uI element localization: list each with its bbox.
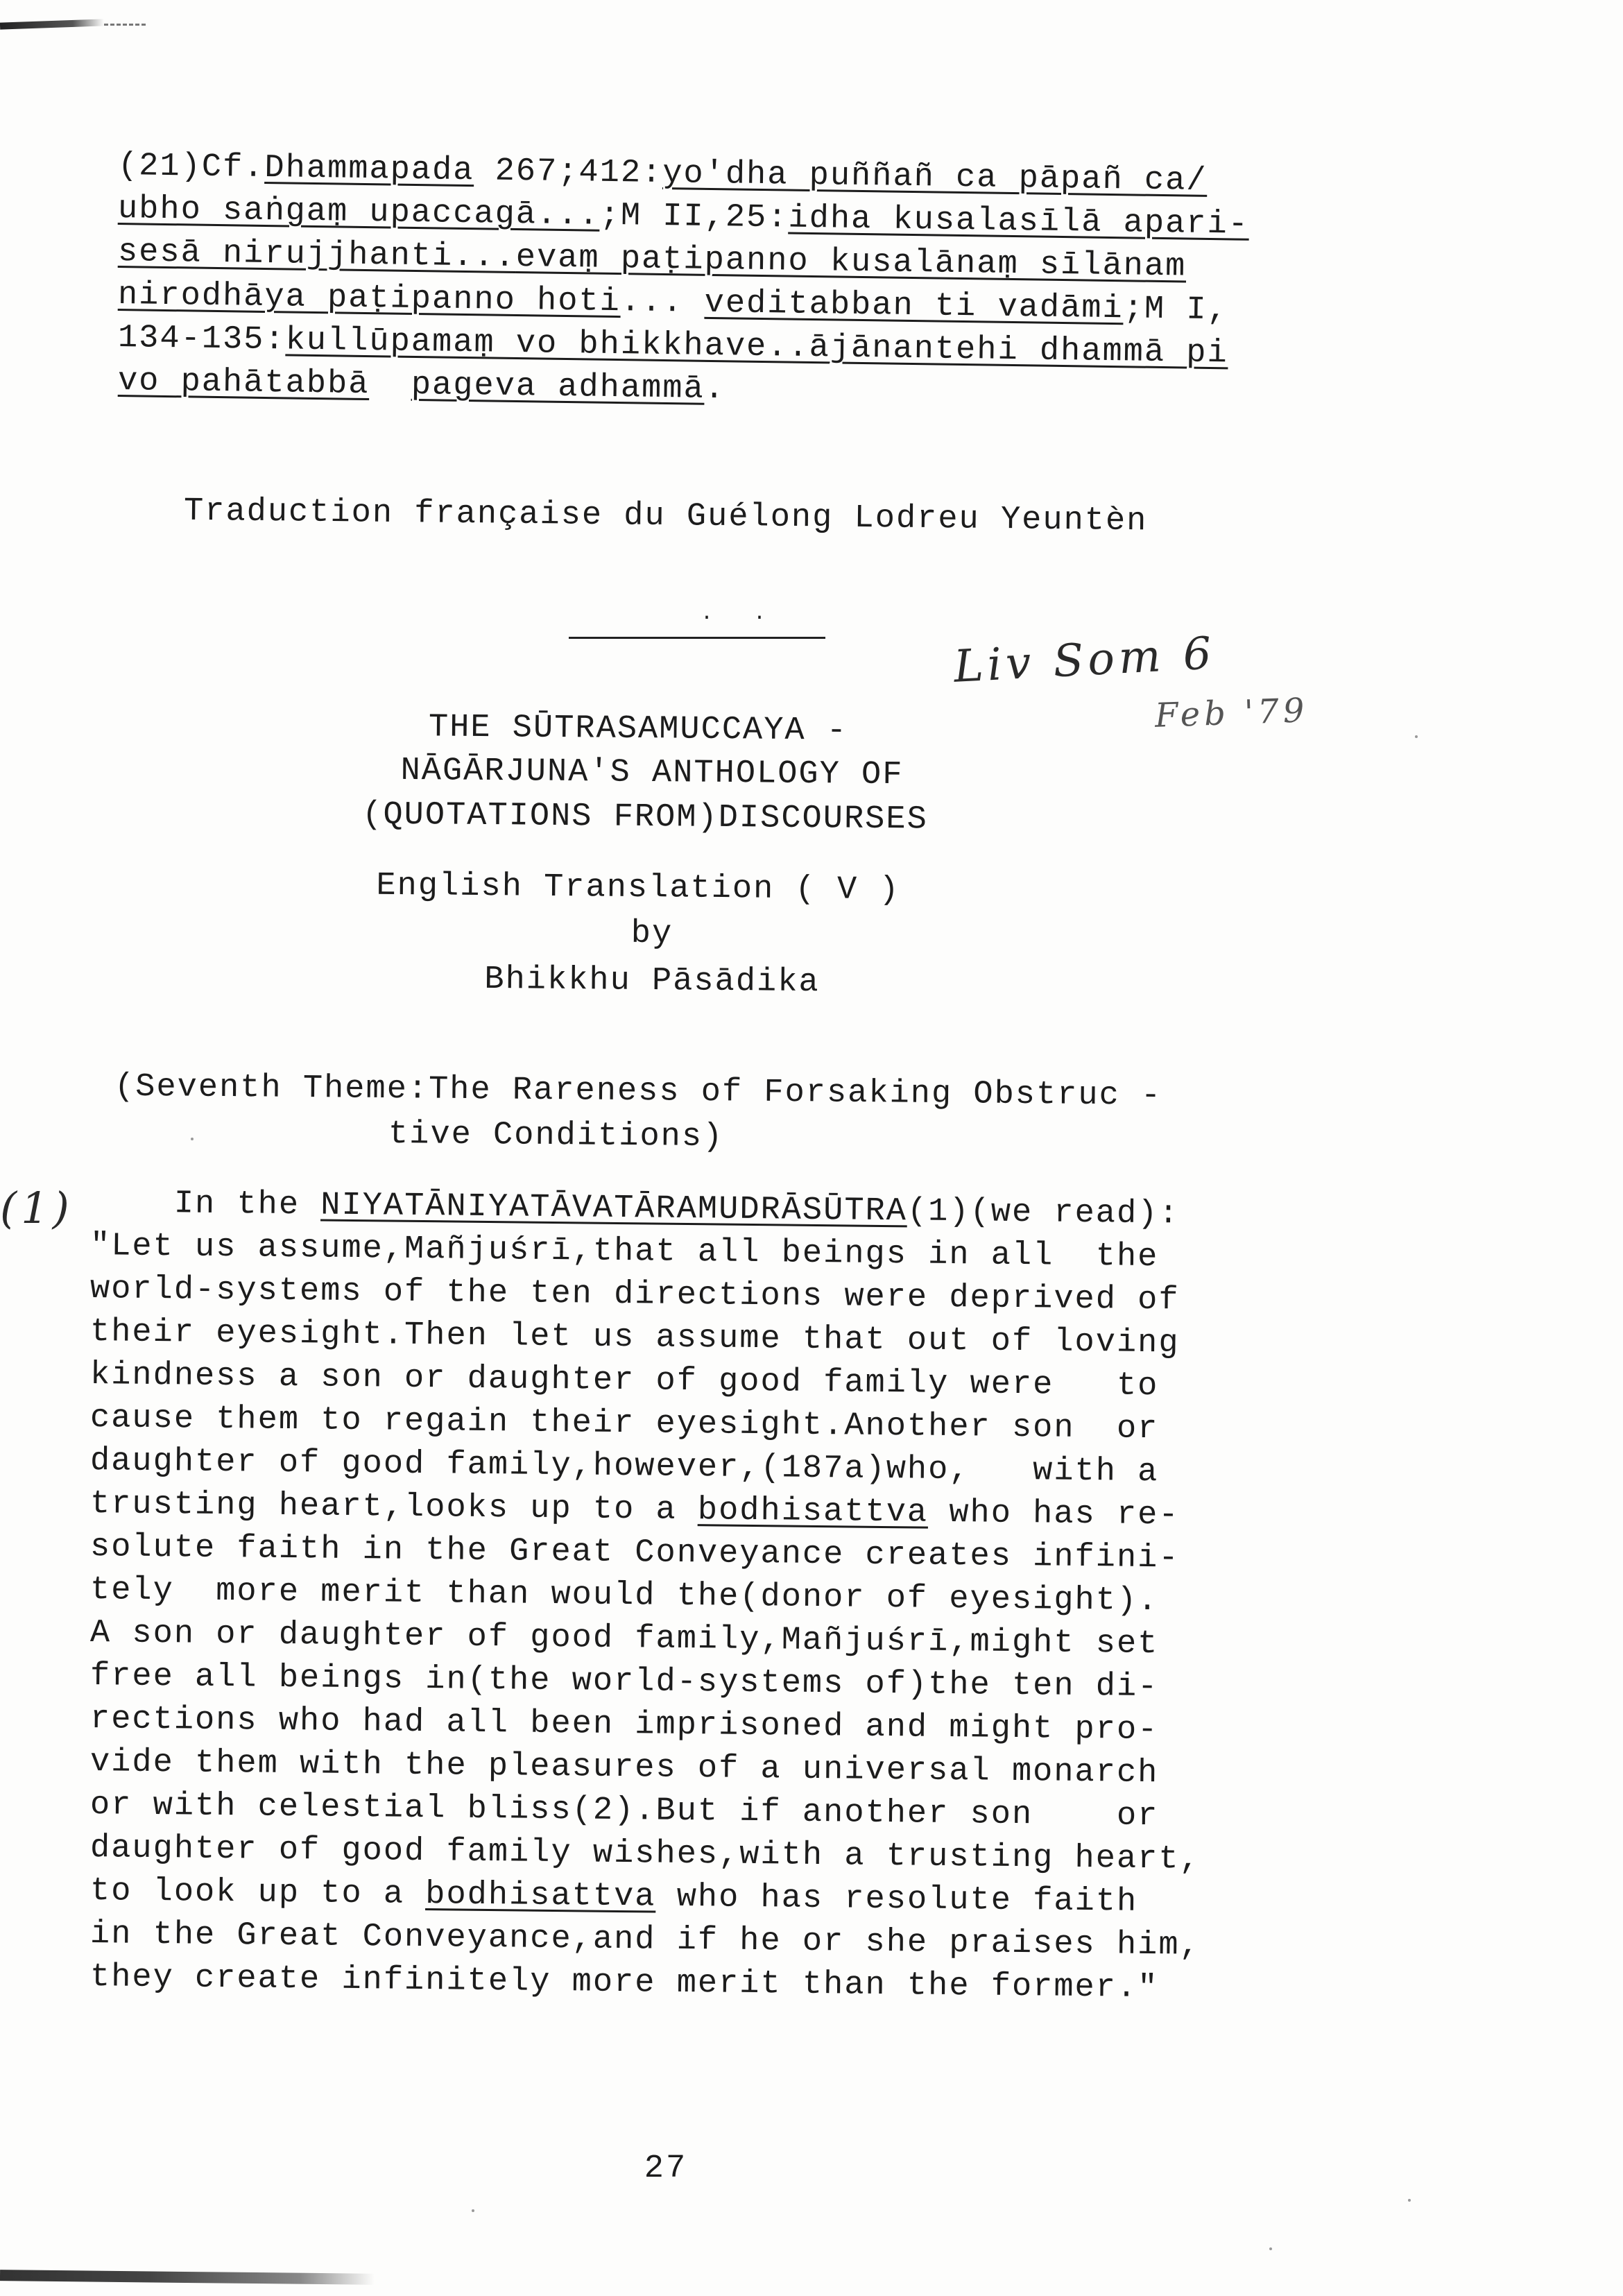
title-line-2: NĀGĀRJUNA'S ANTHOLOGY OF — [400, 752, 904, 794]
handwritten-margin-mark: (1) — [0, 1183, 74, 1233]
body-line: their eyesight.Then let us assume that out of loving — [89, 1314, 1180, 1362]
body-line: or with celestial bliss(2).But if another son or — [89, 1787, 1159, 1835]
separator-rule — [569, 637, 825, 639]
body-line: A son or daughter of good family,Mañjuśrī,might set — [89, 1615, 1159, 1663]
translator-credit: Traduction française du Guélong Lodreu Yeuntèn — [183, 492, 1148, 540]
byline-by: by — [630, 915, 673, 953]
scan-edge-dash — [104, 24, 146, 28]
theme-heading-line-2: tive Conditions) — [388, 1115, 724, 1156]
title-line-3: (QUOTATIONS FROM)DISCOURSES — [362, 796, 928, 839]
subtitle: English Translation ( V ) — [376, 867, 900, 909]
body-line: in the Great Conveyance,and if he or she praises him, — [89, 1916, 1201, 1964]
body-line: vide them with the pleasures of a universal monarch — [89, 1744, 1159, 1792]
body-line: world-systems of the ten directions were deprived of — [89, 1271, 1180, 1319]
scan-speck — [1408, 2199, 1411, 2202]
scan-speck — [472, 2209, 474, 2212]
body-line: kindness a son or daughter of good family were to — [89, 1357, 1159, 1405]
scan-edge-bottom — [0, 2270, 375, 2285]
page-number: 27 — [644, 2150, 688, 2187]
author-name: Bhikkhu Pāsādika — [484, 961, 820, 1002]
scan-edge-top — [0, 19, 104, 29]
footnote-line: 134-135:kullūpamaṃ vo bhikkhave..ājānantehi dhammā pi — [117, 320, 1229, 372]
body-line: In the NIYATĀNIYATĀVATĀRAMUDRĀSŪTRA(1)(we read): — [173, 1185, 1180, 1233]
theme-heading-line-1: (Seventh Theme:The Rareness of Forsaking Obstruc - — [114, 1068, 1162, 1115]
body-line: trusting heart,looks up to a bodhisattva who has re- — [89, 1486, 1180, 1534]
footnote-21 — [117, 146, 1339, 409]
footnote-line: sesā nirujjhanti...evaṃ paṭipanno kusalānaṃ sīlānam — [117, 234, 1187, 286]
body-line: "Let us assume,Mañjuśrī,that all beings in all the — [89, 1228, 1159, 1276]
body-line: they create infinitely more merit than the former." — [89, 1959, 1159, 2007]
handwritten-date: Feb '79 — [1154, 691, 1309, 735]
sutra-title: NIYATĀNIYATĀVATĀRAMUDRĀSŪTRA — [320, 1187, 908, 1231]
title-line-1: THE SŪTRASAMUCCAYA - — [428, 709, 848, 750]
body-line: daughter of good family wishes,with a trusting heart, — [89, 1830, 1201, 1878]
body-text — [89, 1183, 1325, 2007]
body-line: free all beings in(the world-systems of)the ten di- — [89, 1658, 1159, 1706]
body-line: to look up to a bodhisattva who has resolute faith — [89, 1873, 1138, 1921]
scan-speck — [1269, 2247, 1272, 2250]
footnote-line: vo pahātabbā pageva adhammā. — [117, 363, 726, 409]
footnote-line: nirodhāya paṭipanno hoti... veditabban ti vadāmi;M I, — [117, 277, 1229, 329]
separator-dots: . . — [701, 602, 780, 626]
scan-speck — [1415, 735, 1418, 738]
body-line: daughter of good family,however,(187a)who, with a — [89, 1443, 1159, 1491]
body-line: rections who had all been imprisoned and might pro- — [89, 1701, 1159, 1749]
footnote-line: (21)Cf.Dhammapada 267;412:yo'dha puññañ ca pāpañ ca/ — [117, 148, 1208, 200]
footnote-line: ubho saṅgaṃ upaccagā...;M II,25:idha kusalasīlā apari- — [117, 191, 1250, 243]
scan-speck — [191, 1138, 194, 1140]
handwritten-reference: Liv Som 6 — [952, 628, 1217, 693]
body-line: cause them to regain their eyesight.Another son or — [89, 1400, 1159, 1448]
body-line: tely more merit than would the(donor of eyesight). — [89, 1572, 1159, 1620]
body-line: solute faith in the Great Conveyance creates infini- — [89, 1529, 1180, 1577]
